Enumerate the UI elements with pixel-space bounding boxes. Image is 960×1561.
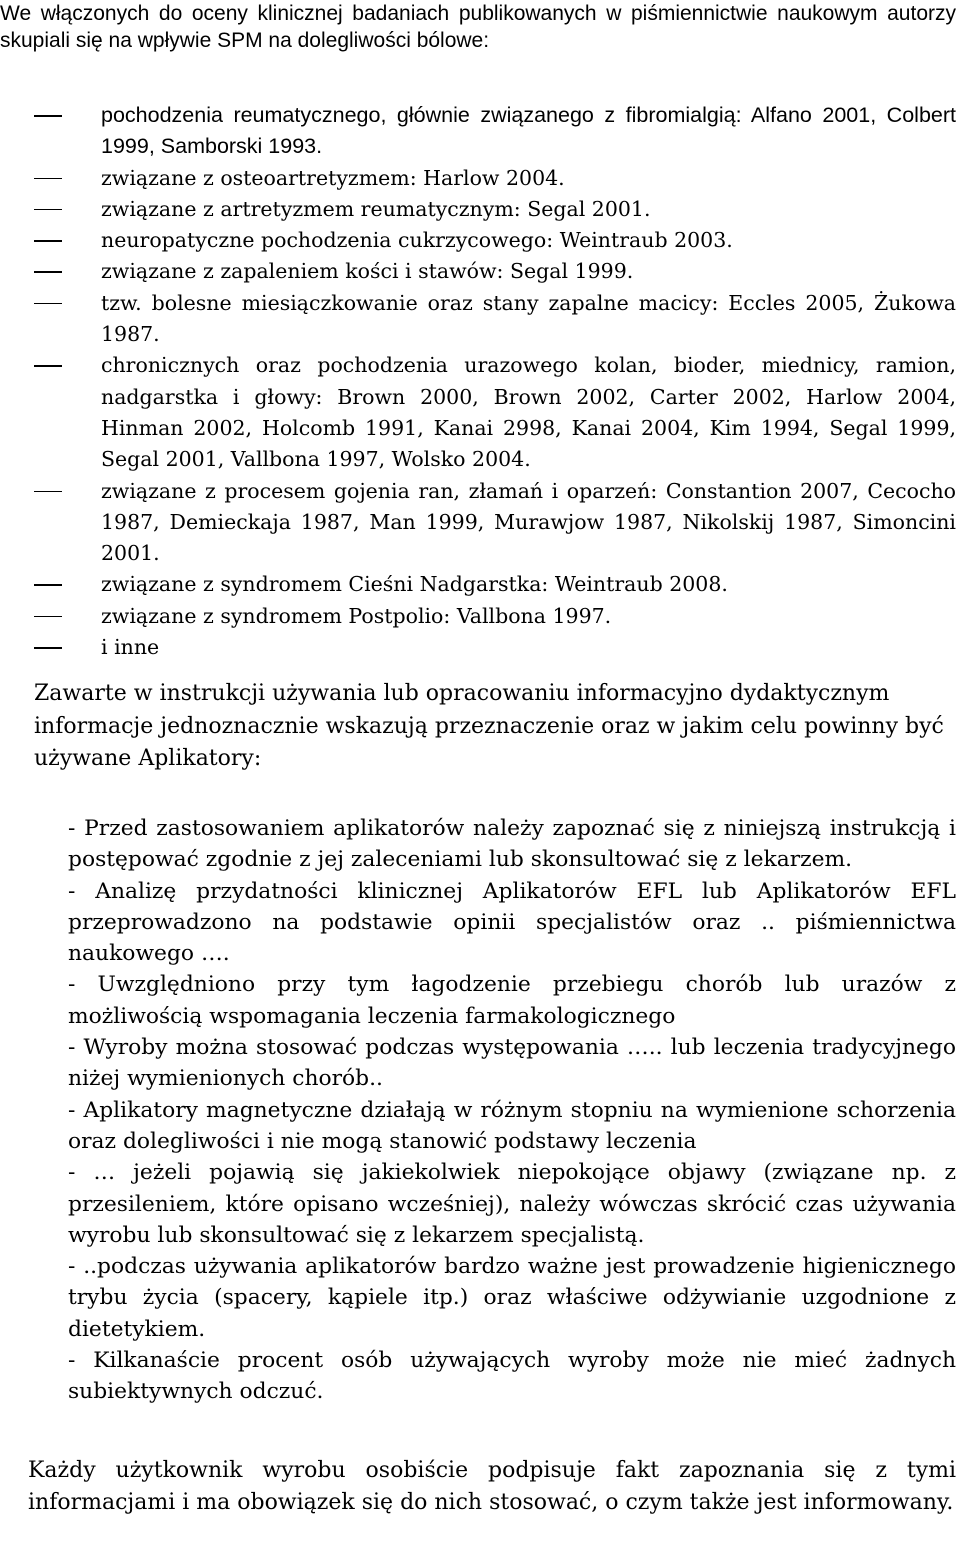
list-item: - Przed zastosowaniem aplikatorów należy zapoznać się z niniejszą instrukcją i postępować zgodnie z jej zaleceniami lub skonsultować się z lekarzem. bbox=[68, 816, 956, 873]
conditions-list bbox=[0, 100, 956, 663]
list-item-text: związane z syndromem Postpolio: Vallbona 1997. bbox=[101, 603, 612, 628]
list-item-text: związane z osteoartretyzmem: Harlow 2004. bbox=[101, 165, 565, 190]
list-item: - Wyroby można stosować podczas występowania ….. lub leczenia tradycyjnego niżej wymienionych chorób.. bbox=[68, 1035, 956, 1092]
list-item-text: pochodzenia reumatycznego, głównie związanego z fibromialgią: Alfano 2001, Colbert 1999, Samborski 1993. bbox=[101, 103, 956, 159]
closing-paragraph: Każdy użytkownik wyrobu osobiście podpisuje fakt zapoznania się z tymi informacjami i ma obowiązek się do nich stosować, o czym także jest informowany. bbox=[28, 1458, 956, 1516]
list-item bbox=[0, 476, 956, 570]
dash-bullet-icon bbox=[34, 303, 62, 305]
list-item: - ..podczas używania aplikatorów bardzo ważne jest prowadzenie higienicznego trybu życia (spacery, kąpiele itp.) oraz właściwe odżywianie uzgodnione z dietetykiem. bbox=[68, 1254, 956, 1342]
list-item: - Uwzględniono przy tym łagodzenie przebiegu chorób lub urazów z możliwością wspomagania leczenia farmakologicznego bbox=[68, 972, 956, 1029]
list-item-text: tzw. bolesne miesiączkowanie oraz stany zapalne macicy: Eccles 2005, Żukowa 1987. bbox=[101, 290, 956, 347]
intro-text: We włączonych do oceny klinicznej badaniach publikowanych w piśmiennictwie naukowym autorzy skupiali się na wpływie SPM na dolegliwości bólowe: bbox=[0, 2, 956, 52]
dash-bullet-icon bbox=[34, 616, 62, 618]
list-item-text: związane z procesem gojenia ran, złamań i oparzeń: Constantion 2007, Cecocho 1987, Demieckaja 1987, Man 1999, Murawjow 1987, Nikolskij 1987, Simoncini 2001. bbox=[101, 478, 956, 566]
list-item-text: związane z zapaleniem kości i stawów: Segal 1999. bbox=[101, 259, 634, 284]
dash-bullet-icon bbox=[34, 240, 62, 242]
list-item-text: związane z artretyzmem reumatycznym: Segal 2001. bbox=[101, 196, 651, 221]
dash-bullet-icon bbox=[34, 115, 62, 117]
list-item bbox=[0, 100, 956, 163]
instructions-list bbox=[68, 813, 956, 1408]
list-item-text: i inne bbox=[101, 635, 160, 660]
list-item bbox=[0, 632, 956, 663]
dash-bullet-icon bbox=[34, 584, 62, 586]
list-item bbox=[0, 163, 956, 194]
list-item-text: neuropatyczne pochodzenia cukrzycowego: Weintraub 2003. bbox=[101, 228, 733, 253]
dash-bullet-icon bbox=[34, 365, 62, 367]
list-item: - Aplikatory magnetyczne działają w różnym stopniu na wymienione schorzenia oraz dolegliwości i nie mogą stanowić podstawy leczenia bbox=[68, 1097, 956, 1154]
instructions-intro-paragraph: Zawarte w instrukcji używania lub opracowaniu informacyjno dydaktycznym informacje jednoznacznie wskazują przeznaczenie oraz w jakim celu powinny być używane Aplikatory: bbox=[34, 681, 944, 771]
intro-paragraph bbox=[0, 0, 956, 54]
dash-bullet-icon bbox=[34, 209, 62, 211]
list-item: - Kilkanaście procent osób używających wyroby może nie mieć żadnych subiektywnych odczuć. bbox=[68, 1348, 956, 1405]
list-item bbox=[0, 288, 956, 351]
list-item bbox=[0, 225, 956, 256]
dash-bullet-icon bbox=[34, 178, 62, 180]
list-item bbox=[0, 350, 956, 475]
list-item-text: chronicznych oraz pochodzenia urazowego kolan, bioder, miednicy, ramion, nadgarstka i głowy: Brown 2000, Brown 2002, Carter 2002, Harlow 2004, Hinman 2002, Holcomb 1991, Kanai 2998, Kanai 2004, Kim 1994, Segal 1999, Segal 2001, Vallbona 1997, Wolsko 2004. bbox=[101, 353, 956, 472]
list-item: - … jeżeli pojawią się jakiekolwiek niepokojące objawy (związane np. z przesileniem, które opisano wcześniej), należy wówczas skrócić czas używania wyrobu lub skonsultować się z lekarzem specjalistą. bbox=[68, 1160, 956, 1248]
list-item bbox=[0, 256, 956, 287]
dash-bullet-icon bbox=[34, 491, 62, 493]
list-item bbox=[0, 569, 956, 600]
list-item-text: związane z syndromem Cieśni Nadgarstka: Weintraub 2008. bbox=[101, 572, 728, 597]
dash-bullet-icon bbox=[34, 647, 62, 649]
list-item bbox=[0, 194, 956, 225]
list-item: - Analizę przydatności klinicznej Aplikatorów EFL lub Aplikatorów EFL przeprowadzono na podstawie opinii specjalistów oraz .. piśmiennictwa naukowego …. bbox=[68, 878, 956, 967]
list-item bbox=[0, 601, 956, 632]
dash-bullet-icon bbox=[34, 271, 62, 273]
